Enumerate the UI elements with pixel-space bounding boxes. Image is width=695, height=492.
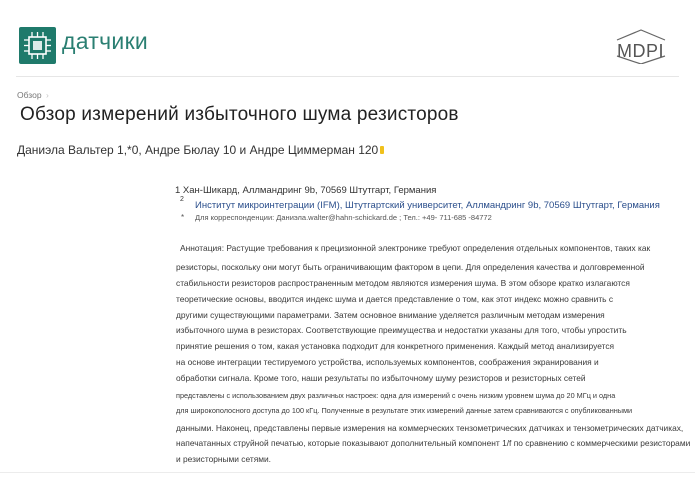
- affiliation-2-number: 2: [180, 196, 184, 203]
- abstract-line: на основе интеграции тестируемого устройства, используемых компонентов, соображения экранирования и: [176, 357, 599, 367]
- journal-header: [0, 0, 695, 74]
- abstract-line: другими существующими параметрами. Затем основное внимание уделяется различным методам измерения: [176, 310, 605, 320]
- abstract-line: стабильности резисторов распространенным методом являются измерения шума. В этом обзоре кратко излагаются: [176, 278, 630, 288]
- page-divider: [0, 472, 695, 473]
- abstract-line: принятие решения о том, какая установка подходит для конкретного применения. Каждый метод анализируется: [176, 341, 615, 351]
- article-type-label: Обзор: [17, 90, 42, 100]
- journal-name[interactable]: датчики: [62, 28, 149, 54]
- article-title: Обзор измерений избыточного шума резисторов: [20, 104, 459, 125]
- affiliation-2[interactable]: Институт микроинтеграции (IFM), Штутгартский университет, Аллмандринг 9b, 70569 Штутгарт, Германия: [195, 200, 660, 211]
- correspondence[interactable]: Для корреспонденции: Даниэла.walter@hahn-schickard.de ; Тел.: +49- 711-685 -84772: [195, 213, 492, 222]
- abstract-line: и резисторными сетями.: [176, 454, 272, 464]
- abstract-line: напечатанных струйной печатью, которые показывают дополнительный компонент 1/f по сравнению с коммерческими резисторами: [176, 438, 691, 448]
- orcid-icon[interactable]: [380, 146, 384, 154]
- affiliation-1: 1 Хан-Шикард, Аллмандринг 9b, 70569 Штутгарт, Германия: [175, 185, 437, 196]
- abstract-line: обработки сигнала. Кроме того, наши результаты по избыточному шуму резисторов и резисторных сетей: [176, 373, 586, 383]
- mdpi-logo[interactable]: [613, 28, 669, 64]
- correspondence-marker: *: [181, 213, 185, 222]
- article-type: [17, 90, 49, 100]
- abstract-line: данными. Наконец, представлены первые измерения на коммерческих тензометрических датчиках и тензометрических датчиках,: [176, 423, 684, 433]
- authors-text[interactable]: Даниэла Вальтер 1,*0, Андре Бюлау 10 и Андре Циммерман 120: [17, 143, 379, 157]
- abstract-line: представлены с использованием двух различных настроек: одна для измерений с очень низким уровнем шума до 20 МГц и одна: [176, 391, 616, 400]
- publisher-name: MDPI: [617, 41, 664, 61]
- abstract-line: теоретические основы, вводится индекс шума и дается представление о том, как этот индекс можно сравнить с: [176, 294, 614, 304]
- sensors-logo-icon[interactable]: [19, 27, 56, 64]
- abstract-line: избыточного шума в резисторах. Соответствующие преимущества и недостатки указаны для того, чтобы упростить: [176, 325, 627, 335]
- author-list: [17, 143, 384, 157]
- abstract-line: резисторы, поскольку они могут быть ограничивающим фактором в цепи. Для определения качества и долговременной: [176, 262, 645, 272]
- abstract-line: Аннотация: Растущие требования к прецизионной электронике требуют определения отдельных компонентов, таких как: [180, 243, 651, 253]
- abstract-line: для широкополосного доступа до 100 кГц. Полученные в результате этих измерений данные затем сравниваются с опубликованными: [176, 406, 633, 415]
- header-divider: [16, 76, 679, 77]
- article-type-marker: ›: [45, 90, 49, 100]
